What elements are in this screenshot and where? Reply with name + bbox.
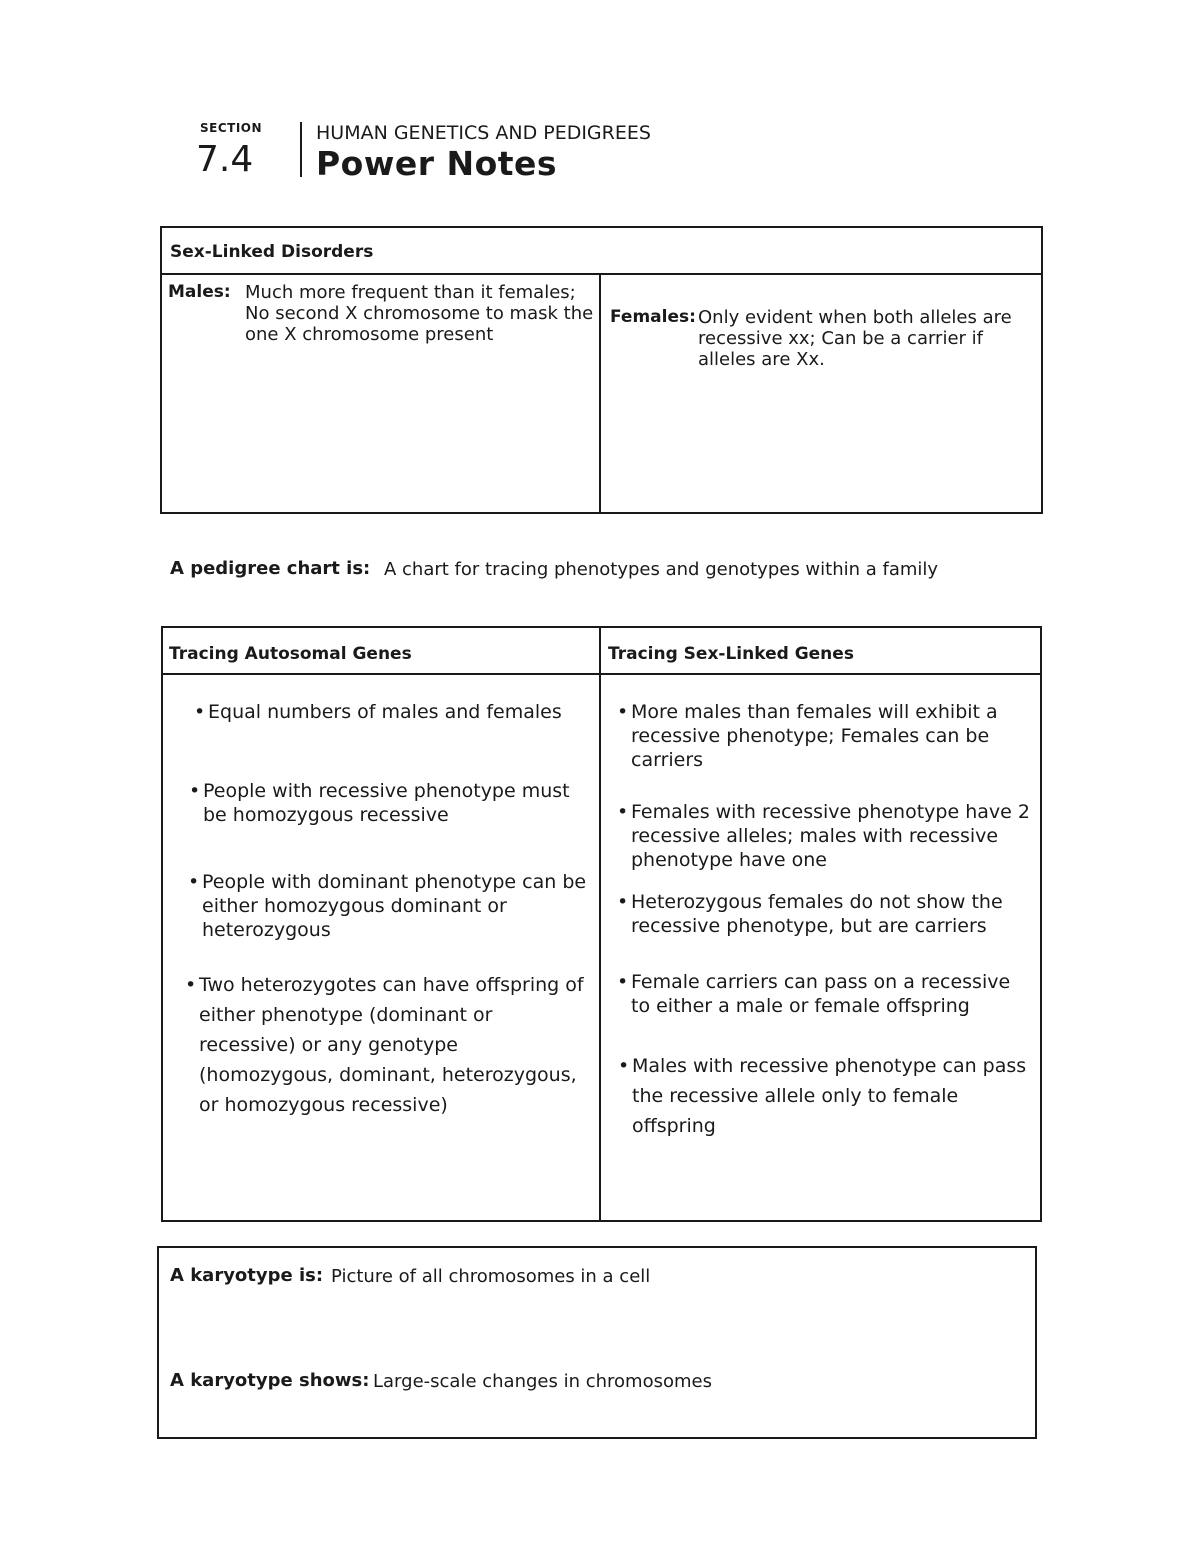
autosomal-item-text: Equal numbers of males and females (208, 701, 562, 723)
sex-linked-heading: Sex-Linked Disorders (170, 242, 374, 262)
tracing-heading-divider (161, 673, 1042, 675)
tracing-column-divider (599, 626, 601, 1222)
sex-linked-item (617, 800, 1033, 872)
sex-linked-item (617, 970, 1031, 1018)
bullet-icon: • (618, 1055, 630, 1077)
autosomal-item-text: Two heterozygotes can have offspring of either phenotype (dominant or recessive) or any genotype (homozygous, dominant, heterozygous, or homozygous recessive) (199, 974, 584, 1116)
karyotype-shows-answer: Large-scale changes in chromosomes (373, 1371, 712, 1392)
bullet-icon: • (188, 871, 200, 893)
autosomal-item-text: People with dominant phenotype can be either homozygous dominant or heterozygous (202, 871, 587, 941)
sex-linked-box (160, 226, 1043, 514)
sex-linked-column-divider (599, 273, 601, 514)
bullet-icon: • (189, 780, 201, 802)
bullet-icon: • (185, 974, 197, 996)
karyotype-is-answer: Picture of all chromosomes in a cell (331, 1266, 651, 1287)
bullet-icon: • (617, 701, 629, 723)
sex-linked-item-text: Females with recessive phenotype have 2 recessive alleles; males with recessive phenotype have one (631, 801, 1030, 871)
males-label: Males: (168, 282, 231, 302)
section-number: 7.4 (196, 139, 254, 180)
sex-linked-heading-divider (160, 273, 1043, 275)
sex-linked-genes-heading: Tracing Sex-Linked Genes (608, 644, 854, 664)
females-label: Females: (610, 307, 696, 327)
sex-linked-item (617, 890, 1031, 938)
karyotype-shows-label: A karyotype shows: (170, 1370, 370, 1391)
autosomal-item-text: People with recessive phenotype must be homozygous recessive (203, 780, 570, 826)
sex-linked-item-text: Heterozygous females do not show the recessive phenotype, but are carriers (631, 891, 1003, 937)
sex-linked-item-text: Males with recessive phenotype can pass the recessive allele only to female offspring (632, 1055, 1027, 1137)
bullet-icon: • (617, 891, 629, 913)
females-text: Only evident when both alleles are recessive xx; Can be a carrier if alleles are Xx. (698, 307, 1012, 370)
males-text: Much more frequent than it females; No second X chromosome to mask the one X chromosome present (245, 282, 594, 345)
sex-linked-item-text: Female carriers can pass on a recessive to either a male or female offspring (631, 971, 1011, 1017)
header-divider (300, 122, 302, 177)
autosomal-item (185, 970, 591, 1120)
pedigree-answer: A chart for tracing phenotypes and genotypes within a family (384, 559, 939, 580)
chapter-title: HUMAN GENETICS AND PEDIGREES (316, 122, 651, 144)
bullet-icon: • (194, 701, 206, 723)
autosomal-heading: Tracing Autosomal Genes (169, 644, 412, 664)
sex-linked-item (617, 700, 1031, 772)
page-title: Power Notes (316, 144, 558, 183)
pedigree-label: A pedigree chart is: (170, 558, 371, 579)
sex-linked-item-text: More males than females will exhibit a recessive phenotype; Females can be carriers (631, 701, 998, 771)
autosomal-item (194, 700, 588, 724)
section-label: SECTION (200, 121, 263, 135)
autosomal-item (188, 870, 590, 942)
bullet-icon: • (617, 971, 629, 993)
autosomal-item (189, 779, 588, 827)
karyotype-is-label: A karyotype is: (170, 1265, 324, 1286)
sex-linked-item (618, 1051, 1032, 1141)
bullet-icon: • (617, 801, 629, 823)
